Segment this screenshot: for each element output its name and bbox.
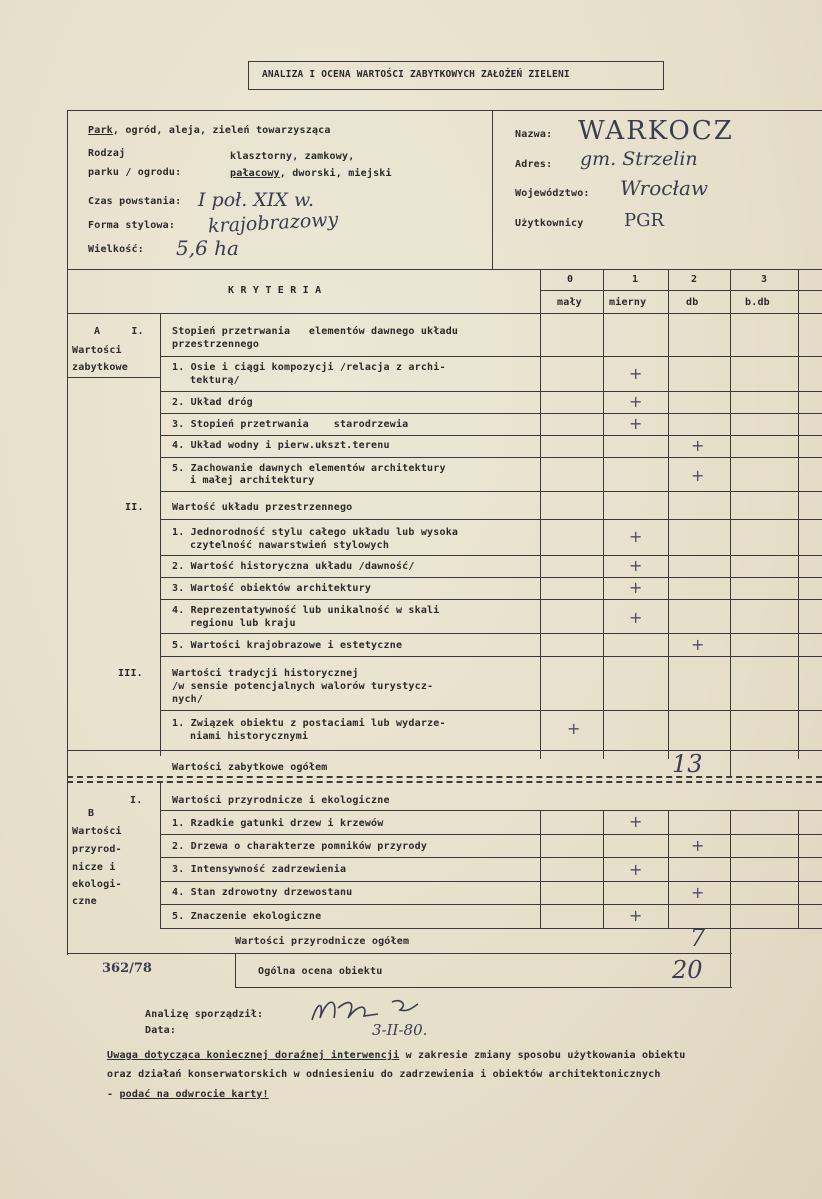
row-line (160, 577, 822, 578)
section-b-total-label: Wartości przyrodnicze ogółem (235, 936, 410, 947)
uzytkownicy-value: PGR (624, 210, 665, 231)
g2-item-1-b: czytelność nawarstwień stylowych (190, 540, 390, 551)
g3-item-1-a: 1. Związek obiektu z postaciami lub wydarze- (172, 718, 446, 729)
row-line (160, 555, 822, 556)
col-line-2 (668, 269, 669, 759)
row-line (160, 457, 822, 458)
date-label: Data: (145, 1025, 177, 1036)
check-mark-a1-1: + (629, 364, 643, 383)
row-line (160, 633, 822, 634)
note-line-3: - podać na odwrocie karty! (107, 1089, 269, 1100)
section-b-label-5: ekologi- (72, 879, 122, 890)
g3-item-1-b: niami historycznymi (190, 731, 309, 742)
section-b-label-1: B (88, 808, 95, 819)
total-b-col-line (730, 928, 731, 988)
document-title: ANALIZA I OCENA WARTOŚCI ZABYTKOWYCH ZAŁOŻEŃ ZIELENI (262, 69, 570, 80)
row-line (160, 857, 822, 858)
row-line (160, 904, 822, 905)
g2-item-3: 3. Wartość obiektów architektury (172, 583, 372, 594)
grade-3: b.db (745, 297, 770, 308)
section-a-label-1: A I. (94, 326, 144, 337)
section-a-label-underline (67, 377, 160, 378)
grade-1: mierny (609, 297, 647, 308)
b-item-4: 4. Stan zdrowotny drzewostanu (172, 887, 353, 898)
row-line (160, 356, 822, 357)
check-mark-a1-3: + (629, 414, 643, 433)
row-line (160, 599, 822, 600)
g2-title: Wartość układu przestrzennego (172, 502, 353, 513)
check-mark-a1-2: + (629, 392, 643, 411)
score-3: 3 (761, 274, 768, 285)
overall-label: Ogólna ocena obiektu (258, 966, 383, 977)
b-col-line-4 (798, 810, 799, 928)
section-b-total-value: 7 (690, 924, 706, 952)
grade-2: db (686, 297, 699, 308)
frame-top (67, 110, 822, 111)
check-mark-b1-1: + (629, 812, 643, 831)
b-col-line-0 (540, 810, 541, 928)
criteria-bottom (67, 313, 822, 314)
section-a-total-value: 13 (672, 750, 703, 778)
section-separator-2 (67, 781, 822, 783)
header-bottom (67, 269, 822, 270)
adres-label: Adres: (515, 159, 553, 170)
check-mark-b1-3: + (629, 860, 643, 879)
g3-title-3: nych/ (172, 694, 204, 705)
row-line (67, 750, 822, 751)
note-line-1: Uwaga dotycząca koniecznej doraźnej interwencji w zakresie zmiany sposobu użytkowania obiektu (107, 1050, 686, 1061)
section-b-label-6: czne (72, 896, 97, 907)
b-item-5: 5. Znaczenie ekologiczne (172, 911, 322, 922)
analizer-label: Analizę sporządził: (145, 1009, 264, 1020)
grade-0: mały (557, 297, 582, 308)
wielkosc-value: 5,6 ha (176, 236, 239, 260)
col-line-1 (603, 269, 604, 759)
criteria-label: K R Y T E R I A (228, 285, 322, 296)
g2-item-4-b: regionu lub kraju (190, 618, 296, 629)
wojewodztwo-value: Wrocław (620, 176, 708, 200)
g1-item-1-a: 1. Osie i ciągi kompozycji /relacja z archi- (172, 362, 446, 373)
score-0: 0 (567, 274, 574, 285)
label-col-line (160, 313, 161, 756)
rodzaj-options-2: pałacowy, dworski, miejski (230, 168, 392, 179)
check-mark-a3-1: + (567, 719, 581, 738)
check-mark-b1-5: + (629, 906, 643, 925)
rodzaj-label-1: Rodzaj (88, 148, 126, 159)
g2-item-1-a: 1. Jednorodność stylu całego układu lub wysoka (172, 527, 459, 538)
check-mark-a1-4: + (691, 436, 705, 455)
row-line (160, 391, 822, 392)
section-a-label-2: Wartości (72, 345, 122, 356)
section-b-title: Wartości przyrodnicze i ekologiczne (172, 795, 390, 806)
frame-left (67, 110, 68, 955)
row-line (160, 928, 822, 929)
g1-item-5-b: i małej architektury (190, 475, 315, 486)
b-item-1: 1. Rzadkie gatunki drzew i krzewów (172, 818, 384, 829)
col-line-4 (798, 269, 799, 759)
section-b-label-4: nicze i (72, 862, 116, 873)
row-line (160, 413, 822, 414)
row-line (160, 881, 822, 882)
col-line-3 (730, 269, 731, 759)
check-mark-a2-3: + (629, 578, 643, 597)
row-line (160, 810, 822, 811)
rodzaj-label-2: parku / ogrodu: (88, 167, 182, 178)
g1-item-5-a: 5. Zachowanie dawnych elementów architektury (172, 463, 446, 474)
nazwa-value: WARKOCZ (578, 116, 734, 146)
section-b-roman: I. (130, 795, 143, 806)
section-a-label-3: zabytkowe (72, 362, 128, 373)
section-b-label-3: przyrod- (72, 844, 122, 855)
g3-roman: III. (118, 668, 143, 679)
row-line (160, 435, 822, 436)
g1-item-2: 2. Układ dróg (172, 397, 253, 408)
check-mark-a1-5: + (691, 466, 705, 485)
check-mark-a2-5: + (691, 635, 705, 654)
uzytkownicy-label: Użytkownicy (515, 218, 584, 229)
check-mark-a2-2: + (629, 556, 643, 575)
czas-label: Czas powstania: (88, 196, 182, 207)
score-1: 1 (632, 274, 639, 285)
g1-item-3: 3. Stopień przetrwania starodrzewia (172, 419, 409, 430)
g2-roman: II. (125, 502, 144, 513)
section-separator-1 (67, 776, 822, 778)
section-a-total-label: Wartości zabytkowe ogółem (172, 762, 328, 773)
criteria-mid-line (540, 290, 822, 291)
row-line (160, 710, 822, 711)
g1-item-4: 4. Układ wodny i pierw.ukszt.terenu (172, 440, 390, 451)
row-line (160, 491, 822, 492)
czas-value: I poł. XIX w. (198, 189, 315, 211)
total-col-line (730, 750, 731, 776)
g2-item-2: 2. Wartość historyczna układu /dawność/ (172, 561, 415, 572)
row-line (160, 834, 822, 835)
b-item-2: 2. Drzewa o charakterze pomników przyrody (172, 841, 428, 852)
g1-title-2: przestrzennego (172, 339, 260, 350)
g3-title-2: /w sensie potencjalnych walorów turystycz- (172, 681, 434, 692)
wojewodztwo-label: Województwo: (515, 188, 590, 199)
g1-item-1-b: tekturą/ (190, 375, 240, 386)
rodzaj-options-1: klasztorny, zamkowy, (230, 151, 355, 162)
forma-label: Forma stylowa: (88, 220, 176, 231)
wielkosc-label: Wielkość: (88, 244, 144, 255)
check-mark-b1-2: + (691, 836, 705, 855)
overall-value: 20 (672, 956, 703, 984)
overall-bottom-line (235, 987, 732, 988)
row-line (160, 519, 822, 520)
b-item-3: 3. Intensywność zadrzewienia (172, 864, 347, 875)
b-label-col-line (160, 783, 161, 928)
b-col-line-1 (603, 810, 604, 928)
score-2: 2 (691, 274, 698, 285)
check-mark-a2-4: + (629, 608, 643, 627)
check-mark-a2-1: + (629, 527, 643, 546)
g3-title-1: Wartości tradycji historycznej (172, 668, 359, 679)
g2-item-5: 5. Wartości krajobrazowe i estetyczne (172, 640, 403, 651)
forma-value: krajobrazowy (207, 208, 339, 238)
date-value: 3-II-80. (372, 1021, 428, 1039)
b-col-line-3 (730, 810, 731, 928)
g1-title-1: Stopień przetrwania elementów dawnego układu (172, 326, 459, 337)
header-divider (492, 110, 493, 270)
note-line-2: oraz działań konserwatorskich w odniesieniu do zadrzewienia i obiektów architektonicznych (107, 1069, 661, 1080)
col-line-0 (540, 269, 541, 759)
check-mark-b1-4: + (691, 883, 705, 902)
overall-left-line (235, 953, 236, 987)
b-col-line-2 (668, 810, 669, 928)
ref-number: 362/78 (102, 961, 152, 976)
adres-value: gm. Strzelin (580, 148, 698, 170)
row-line (160, 656, 822, 657)
section-b-label-2: Wartości (72, 826, 122, 837)
nazwa-label: Nazwa: (515, 129, 553, 140)
row-line (67, 953, 732, 954)
park-type-line: Park, ogród, aleja, zieleń towarzysząca (88, 125, 331, 136)
g2-item-4-a: 4. Reprezentatywność lub unikalność w skali (172, 605, 440, 616)
